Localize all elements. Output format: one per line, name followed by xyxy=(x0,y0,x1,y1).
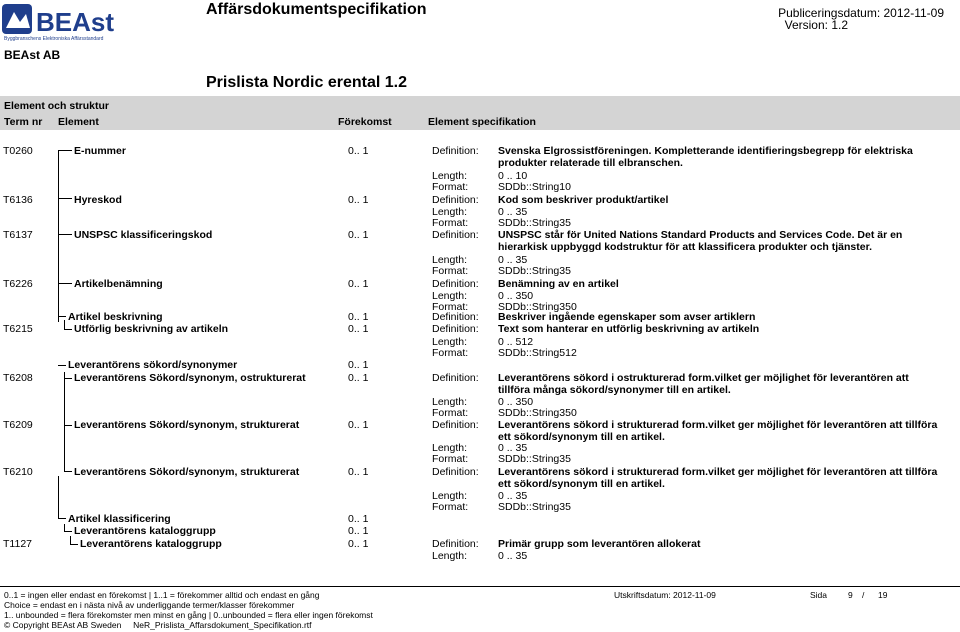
definition-text: Benämning av en artikel xyxy=(498,278,619,290)
format-label: Format: xyxy=(432,501,469,513)
element-name: Artikelbenämning xyxy=(74,278,163,290)
definition-label: Definition: xyxy=(432,538,479,550)
col-term: Term nr xyxy=(4,116,43,128)
format-value: SDDb::String350 xyxy=(498,407,577,419)
page-number: 9 xyxy=(848,590,853,600)
element-name: Leverantörens Sökord/synonym, ostrukturerat xyxy=(74,372,306,384)
definition-label: Definition: xyxy=(432,323,479,335)
term-number: T6136 xyxy=(3,194,33,206)
length-value: 0 .. 35 xyxy=(498,254,528,266)
length-value: 0 .. 512 xyxy=(498,336,534,348)
document-subtitle: Prislista Nordic erental 1.2 xyxy=(206,74,407,91)
page-label: Sida xyxy=(810,590,828,600)
definition-text: Leverantörens sökord i ostrukturerad form.vilket ger möjlighet för leverantören att tillföra många sökord/synonymer till en artikel. xyxy=(498,372,909,396)
occurrence: 0.. 1 xyxy=(348,323,369,335)
section-heading: Element och struktur xyxy=(4,100,110,112)
format-label: Format: xyxy=(432,265,469,277)
occurrence: 0.. 1 xyxy=(348,145,369,157)
format-value: SDDb::String350 xyxy=(498,301,577,313)
definition-text: Text som hanterar en utförlig beskrivning av artikeln xyxy=(498,323,760,335)
length-label: Length: xyxy=(432,336,468,348)
logo-wordmark: BEAst xyxy=(36,7,115,37)
length-label: Length: xyxy=(432,490,468,502)
format-label: Format: xyxy=(432,453,469,465)
definition-text: Leverantörens sökord i strukturerad form.vilket ger möjlighet för leverantören att tillföra ett sökord/synonym till en artikel. xyxy=(498,419,938,443)
element-name: Leverantörens sökord/synonymer xyxy=(68,359,238,371)
length-value: 0 .. 10 xyxy=(498,170,528,182)
definition-label: Definition: xyxy=(432,466,479,478)
format-value: SDDb::String35 xyxy=(498,217,571,229)
length-value: 0 .. 35 xyxy=(498,550,528,562)
column-header-bar xyxy=(0,96,960,130)
format-value: SDDb::String35 xyxy=(498,501,571,513)
element-name: UNSPSC klassificeringskod xyxy=(74,229,213,241)
tree-line-klass-root xyxy=(58,476,59,518)
format-label: Format: xyxy=(432,217,469,229)
format-value: SDDb::String512 xyxy=(498,347,577,359)
definition-text: Beskriver ingående egenskaper som avser artiklern xyxy=(498,311,756,323)
length-label: Length: xyxy=(432,550,468,562)
company-name: BEAst AB xyxy=(4,48,61,62)
element-name: Artikel klassificering xyxy=(68,513,171,525)
format-label: Format: xyxy=(432,181,469,193)
definition-text: Leverantörens sökord i strukturerad form.vilket ger möjlighet för leverantören att tillföra ett sökord/synonym till en artikel. xyxy=(498,466,938,490)
element-name: Utförlig beskrivning av artikeln xyxy=(74,323,229,335)
length-label: Length: xyxy=(432,290,468,302)
col-occurrence: Förekomst xyxy=(338,116,392,128)
definition-label: Definition: xyxy=(432,311,479,323)
occurrence: 0.. 1 xyxy=(348,513,369,525)
term-number: T6226 xyxy=(3,278,33,290)
length-value: 0 .. 350 xyxy=(498,290,534,302)
format-label: Format: xyxy=(432,407,469,419)
element-name: Hyreskod xyxy=(74,194,122,206)
length-label: Length: xyxy=(432,254,468,266)
definition-label: Definition: xyxy=(432,419,479,431)
definition-text: Svenska Elgrossistföreningen. Kompletterande identifieringsbegrepp för elektriska produkter relaterade till elbranschen. xyxy=(498,145,913,169)
print-date: Utskriftsdatum: 2012-11-09 xyxy=(614,590,716,600)
term-number: T6137 xyxy=(3,229,33,241)
definition-text: Kod som beskriver produkt/artikel xyxy=(498,194,669,206)
element-name: Leverantörens kataloggrupp xyxy=(80,538,222,550)
length-label: Length: xyxy=(432,170,468,182)
element-name: Leverantörens kataloggrupp xyxy=(74,525,216,537)
term-number: T1127 xyxy=(3,538,32,550)
format-value: SDDb::String35 xyxy=(498,453,571,465)
definition-text: Primär grupp som leverantören allokerat xyxy=(498,538,701,550)
occurrence: 0.. 1 xyxy=(348,229,369,241)
tree-line-root xyxy=(58,150,59,322)
footer-legend-1: 0..1 = ingen eller endast en förekomst | 1..1 = förekommer alltid och endast en gång xyxy=(4,590,320,600)
tree-line-sokord xyxy=(64,372,65,472)
occurrence: 0.. 1 xyxy=(348,466,369,478)
footer-legend-3: 1.. unbounded = flera förekomster men minst en gång | 0..unbounded = flera eller ingen förekomst xyxy=(4,610,373,620)
occurrence: 0.. 1 xyxy=(348,525,369,537)
element-name: E-nummer xyxy=(74,145,126,157)
tree-line-kataloggrupp xyxy=(70,536,71,544)
occurrence: 0.. 1 xyxy=(348,311,369,323)
occurrence: 0.. 1 xyxy=(348,372,369,384)
page-separator: / xyxy=(862,590,865,600)
length-value: 0 .. 35 xyxy=(498,490,528,502)
element-name: Artikel beskrivning xyxy=(68,311,163,323)
length-label: Length: xyxy=(432,396,468,408)
publication-date: Publiceringsdatum: 2012-11-09 xyxy=(778,6,944,20)
definition-label: Definition: xyxy=(432,372,479,384)
length-value: 0 .. 35 xyxy=(498,206,528,218)
logo-tagline: Byggbranschens Elektroniska Affärsstandard xyxy=(4,36,104,42)
occurrence: 0.. 1 xyxy=(348,359,369,371)
beast-logo xyxy=(2,4,144,42)
footer-copyright: © Copyright BEAst AB Sweden NeR_Prislista_Affarsdokument_Specifikation.rtf xyxy=(4,620,312,630)
element-name: Leverantörens Sökord/synonym, strukturerat xyxy=(74,466,300,478)
term-number: T6208 xyxy=(3,372,33,384)
version-label: Version: 1.2 xyxy=(784,18,848,32)
col-specification: Element specifikation xyxy=(428,116,536,128)
definition-label: Definition: xyxy=(432,229,479,241)
occurrence: 0.. 1 xyxy=(348,419,369,431)
definition-text: UNSPSC står för United Nations Standard Products and Services Code. Det är en hierarkisk uppbyggd kodstruktur för att klassificera produkter och tjänster. xyxy=(498,229,903,253)
term-number: T6215 xyxy=(3,323,33,335)
definition-label: Definition: xyxy=(432,194,479,206)
format-label: Format: xyxy=(432,347,469,359)
footer-divider xyxy=(0,586,960,587)
term-number: T6209 xyxy=(3,419,33,431)
occurrence: 0.. 1 xyxy=(348,194,369,206)
definition-label: Definition: xyxy=(432,145,479,157)
element-name: Leverantörens Sökord/synonym, strukturerat xyxy=(74,419,300,431)
page-total: 19 xyxy=(878,590,888,600)
length-value: 0 .. 350 xyxy=(498,396,534,408)
format-label: Format: xyxy=(432,301,469,313)
length-label: Length: xyxy=(432,442,468,454)
occurrence: 0.. 1 xyxy=(348,538,369,550)
term-number: T0260 xyxy=(3,145,33,157)
occurrence: 0.. 1 xyxy=(348,278,369,290)
col-element: Element xyxy=(58,116,99,128)
term-number: T6210 xyxy=(3,466,33,478)
document-title: Affärsdokumentspecifikation xyxy=(206,1,427,18)
footer-legend-2: Choice = endast en i nästa nivå av underliggande termer/klasser förekommer xyxy=(4,600,295,610)
definition-label: Definition: xyxy=(432,278,479,290)
format-value: SDDb::String35 xyxy=(498,265,571,277)
length-label: Length: xyxy=(432,206,468,218)
format-value: SDDb::String10 xyxy=(498,181,571,193)
length-value: 0 .. 35 xyxy=(498,442,528,454)
